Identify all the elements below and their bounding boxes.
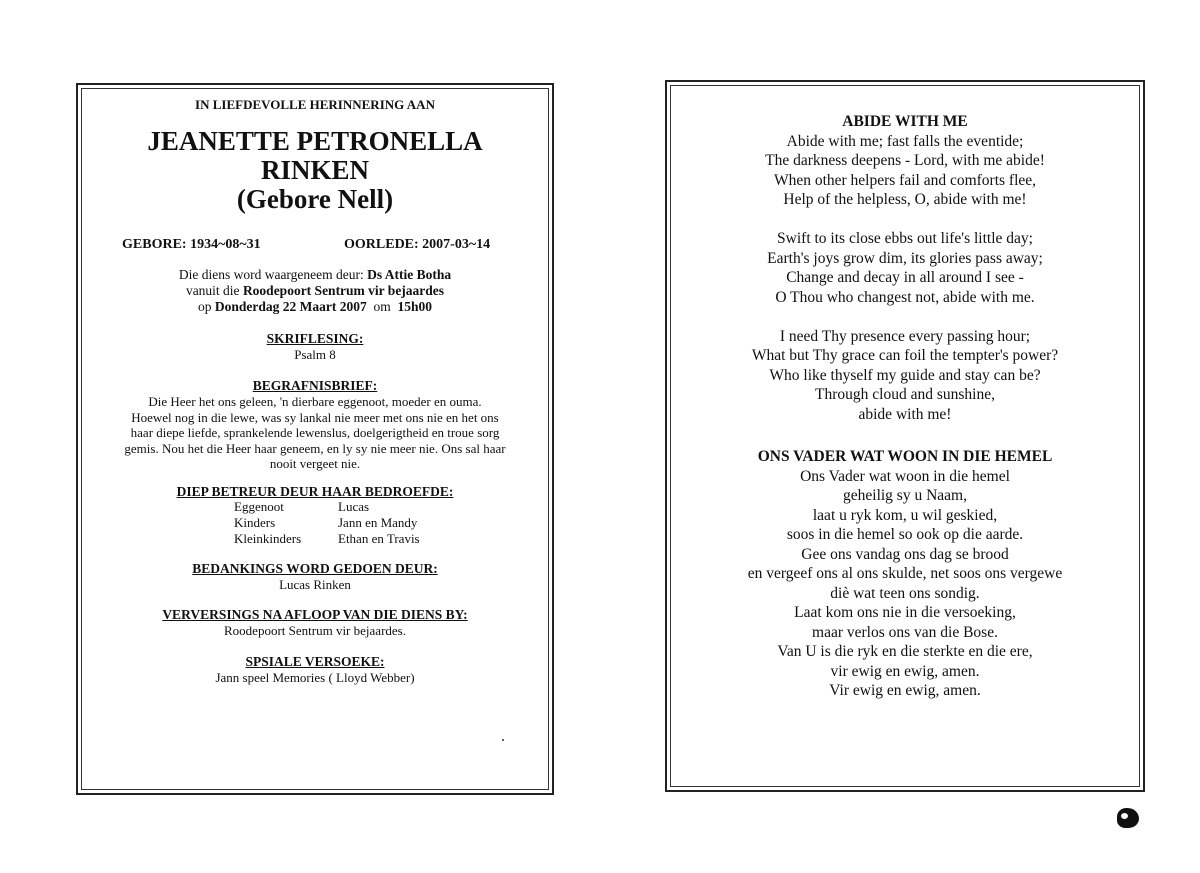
refreshments-text: Roodepoort Sentrum vir bejaardes. bbox=[224, 623, 406, 638]
service-time: 15h00 bbox=[397, 299, 433, 314]
scripture-text: Psalm 8 bbox=[294, 347, 336, 362]
right-page-inner-frame bbox=[670, 85, 1140, 787]
name-line-2: RINKEN bbox=[260, 155, 369, 185]
mourner-names: Lucas bbox=[338, 499, 370, 514]
mourner-row bbox=[82, 531, 548, 547]
birth-date: GEBORE: 1934~08~31 bbox=[122, 237, 261, 252]
hymn-line: Change and decay in all around I see - bbox=[786, 269, 1024, 286]
hymn-line: Who like thyself my guide and stay can be? bbox=[769, 366, 1041, 384]
funeral-letter-line: Hoewel nog in die lewe, was sy lankal nie meer met ons nie en het ons bbox=[131, 409, 499, 425]
refreshments-section bbox=[82, 607, 548, 639]
special-requests-section bbox=[82, 654, 548, 686]
hymn-stanza bbox=[671, 229, 1139, 307]
mourners-heading: DIEP BETREUR DEUR HAAR BEDROEFDE: bbox=[176, 484, 454, 499]
funeral-letter-line: gemis. Nou het die Heer haar geneem, en ly sy nie meer nie. Ons sal haar bbox=[124, 440, 506, 456]
special-requests-heading: SPSIALE VERSOEKE: bbox=[245, 654, 385, 669]
thanks-text: Lucas Rinken bbox=[279, 577, 351, 592]
left-page-frame bbox=[76, 83, 554, 795]
mourners-section bbox=[82, 484, 548, 500]
maiden-name: (Gebore Nell) bbox=[236, 184, 394, 214]
prayer-line: Vir ewig en ewig, amen. bbox=[829, 682, 981, 699]
prayer-line: Laat kom ons nie in die versoeking, bbox=[794, 604, 1016, 621]
mourner-relation: Eggenoot bbox=[234, 499, 284, 514]
funeral-letter-heading: BEGRAFNISBRIEF: bbox=[252, 378, 378, 393]
ink-blot-mark bbox=[1117, 808, 1139, 828]
service-date: Donderdag 22 Maart 2007 bbox=[214, 299, 367, 314]
hymn-line: I need Thy presence every passing hour; bbox=[779, 327, 1031, 345]
thanks-section bbox=[82, 561, 548, 593]
funeral-letter-line: nooit vergeet nie. bbox=[269, 456, 361, 471]
mourner-row bbox=[82, 515, 548, 531]
hymn-abide-with-me bbox=[671, 112, 1139, 444]
service-officiant-line bbox=[82, 267, 548, 283]
venue-name: Roodepoort Sentrum vir bejaardes bbox=[242, 283, 445, 298]
hymn-line: Swift to its close ebbs out life's little day; bbox=[777, 230, 1033, 247]
prayer-line: Ons Vader wat woon in die hemel bbox=[800, 467, 1010, 485]
hymn-line: O Thou who changest not, abide with me. bbox=[775, 288, 1035, 306]
mourners-list bbox=[82, 499, 548, 547]
hymn-line: Through cloud and sunshine, bbox=[815, 386, 995, 403]
hymn-line: Abide with me; fast falls the eventide; bbox=[786, 132, 1024, 150]
prayer-line: Van U is die ryk en die sterkte en die ere, bbox=[777, 643, 1033, 660]
officiant-name: Ds Attie Botha bbox=[367, 267, 452, 282]
mourner-row bbox=[82, 499, 548, 515]
prayer-line: laat u ryk kom, u wil geskied, bbox=[812, 506, 998, 524]
hymn-line: What but Thy grace can foil the tempter's power? bbox=[751, 347, 1059, 364]
venue-label: vanuit die bbox=[185, 283, 243, 298]
hymn-line: Earth's joys grow dim, its glories pass away; bbox=[767, 249, 1043, 267]
left-page-inner-frame bbox=[81, 88, 549, 790]
prayer-line: Gee ons vandag ons dag se brood bbox=[801, 545, 1009, 563]
deceased-name-block bbox=[82, 127, 548, 214]
prayer-line: soos in die hemel so ook op die aarde. bbox=[786, 526, 1024, 543]
date-label: op bbox=[197, 299, 215, 314]
scripture-section bbox=[82, 331, 548, 363]
funeral-letter-line: Die Heer het ons geleen, 'n dierbare eggenoot, moeder en ouma. bbox=[148, 394, 482, 409]
prayer-line: diè wat teen ons sondig. bbox=[830, 584, 980, 602]
hymn-stanza bbox=[671, 327, 1139, 425]
officiant-label: Die diens word waargeneem deur: bbox=[178, 267, 368, 282]
funeral-letter-line: haar diepe liefde, sprankelende lewenslus, doelgerigtheid en troue sorg bbox=[130, 425, 500, 440]
prayer-line: vir ewig en ewig, amen. bbox=[830, 662, 980, 680]
stray-dot bbox=[502, 739, 504, 741]
refreshments-heading: VERVERSINGS NA AFLOOP VAN DIE DIENS BY: bbox=[162, 607, 468, 622]
hymn-line: The darkness deepens - Lord, with me abide! bbox=[765, 152, 1045, 169]
mourner-relation: Kinders bbox=[234, 515, 276, 530]
service-venue-line bbox=[82, 283, 548, 299]
hymn-line: abide with me! bbox=[858, 405, 952, 423]
in-memory-heading: IN LIEFDEVOLLE HERINNERING AAN bbox=[195, 97, 435, 112]
prayer-line: geheilig sy u Naam, bbox=[843, 487, 967, 504]
prayer-line: maar verlos ons van die Bose. bbox=[812, 623, 998, 641]
name-line-1: JEANETTE PETRONELLA bbox=[147, 126, 483, 156]
prayer-line: en vergeef ons al ons skulde, net soos ons vergewe bbox=[747, 565, 1063, 582]
special-requests-text: Jann speel Memories ( Lloyd Webber) bbox=[215, 670, 415, 685]
mourner-names: Jann en Mandy bbox=[338, 515, 418, 530]
scripture-heading: SKRIFLESING: bbox=[266, 331, 364, 346]
right-page-frame bbox=[665, 80, 1145, 792]
prayer-ons-vader bbox=[671, 447, 1139, 701]
mourner-relation: Kleinkinders bbox=[234, 531, 302, 546]
mourner-names: Ethan en Travis bbox=[338, 531, 420, 546]
death-date: OORLEDE: 2007-03~14 bbox=[344, 237, 491, 252]
hymn-line: When other helpers fail and comforts flee, bbox=[773, 171, 1037, 189]
prayer-title: ONS VADER WAT WOON IN DIE HEMEL bbox=[757, 448, 1053, 465]
hymn-stanza bbox=[671, 132, 1139, 210]
service-details bbox=[82, 267, 548, 315]
thanks-heading: BEDANKINGS WORD GEDOEN DEUR: bbox=[192, 561, 438, 576]
funeral-letter-section bbox=[82, 378, 548, 472]
service-date-line bbox=[82, 299, 548, 315]
hymn-title: ABIDE WITH ME bbox=[842, 113, 968, 130]
hymn-line: Help of the helpless, O, abide with me! bbox=[783, 191, 1027, 208]
time-label: om bbox=[366, 299, 398, 314]
